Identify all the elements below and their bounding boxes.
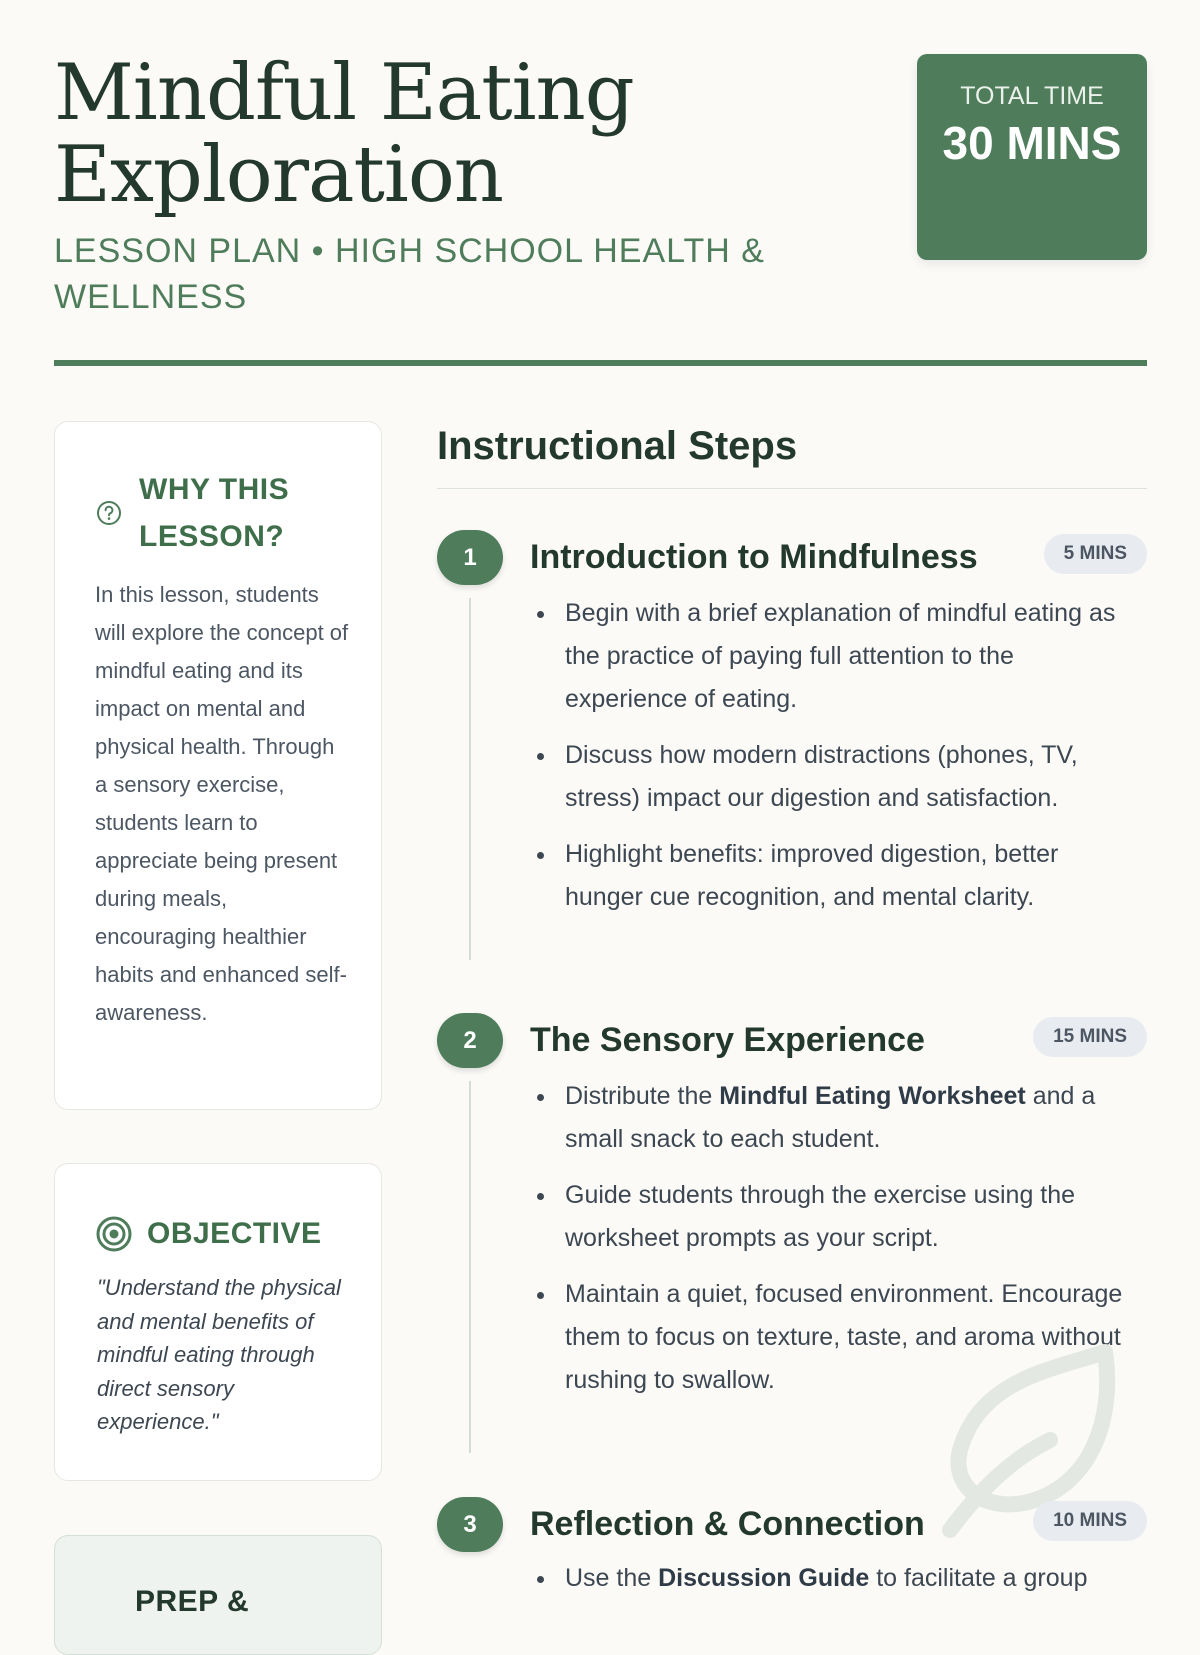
target-icon bbox=[95, 1215, 133, 1253]
step-bullets bbox=[530, 592, 1140, 932]
step-number: 3 bbox=[437, 1497, 503, 1552]
page-title: Mindful Eating Exploration bbox=[54, 48, 634, 220]
prep-heading: PREP & bbox=[135, 1585, 250, 1618]
step-bullet: Begin with a brief explanation of mindful eating as the practice of paying full attention to the experience of eating. bbox=[530, 592, 1140, 721]
why-lesson-header bbox=[95, 466, 359, 560]
step-title: Reflection & Connection bbox=[530, 1505, 925, 1543]
objective-text: "Understand the physical and mental benefits of mindful eating through direct sensory experience." bbox=[97, 1275, 341, 1434]
step-number: 1 bbox=[437, 530, 503, 585]
step-title: The Sensory Experience bbox=[530, 1021, 925, 1059]
step-title: Introduction to Mindfulness bbox=[530, 538, 978, 576]
step-bullets bbox=[530, 1557, 1140, 1613]
objective-header bbox=[95, 1210, 367, 1257]
header-divider bbox=[54, 360, 1147, 366]
step-bullet: Highlight benefits: improved digestion, better hunger cue recognition, and mental clarity. bbox=[530, 833, 1140, 919]
total-time-box bbox=[917, 54, 1147, 260]
worksheet-reference: Mindful Eating Worksheet bbox=[719, 1082, 1026, 1110]
step-duration-badge: 10 MINS bbox=[1033, 1501, 1147, 1541]
why-lesson-card bbox=[54, 421, 382, 1110]
total-time-label: TOTAL TIME bbox=[960, 82, 1104, 110]
main-title-rule bbox=[437, 488, 1147, 489]
discussion-guide-reference: Discussion Guide bbox=[658, 1564, 870, 1592]
page-subtitle: LESSON PLAN • HIGH SCHOOL HEALTH & WELLNESS bbox=[54, 232, 765, 316]
step-duration-badge: 5 MINS bbox=[1044, 534, 1147, 574]
prep-header bbox=[135, 1578, 355, 1625]
step-timeline-line bbox=[469, 1081, 471, 1453]
instructional-steps-title: Instructional Steps bbox=[437, 424, 798, 468]
step-timeline-line bbox=[469, 598, 471, 960]
total-time-value: 30 MINS bbox=[942, 117, 1122, 169]
step-number: 2 bbox=[437, 1013, 503, 1068]
step-bullet: Maintain a quiet, focused environment. Encourage them to focus on texture, taste, and aroma without rushing to swallow. bbox=[530, 1273, 1140, 1402]
objective-heading: OBJECTIVE bbox=[147, 1217, 322, 1250]
step-bullet: Distribute the Mindful Eating Worksheet and a small snack to each student. bbox=[530, 1075, 1140, 1161]
why-lesson-text: In this lesson, students will explore the concept of mindful eating and its impact on mental and physical health. Through a sensory exercise, students learn to appreciate being present during meals, encouraging healthier habits and enhanced self-awareness. bbox=[95, 582, 349, 1025]
objective-card bbox=[54, 1163, 382, 1481]
step-bullet: Guide students through the exercise using the worksheet prompts as your script. bbox=[530, 1174, 1140, 1260]
why-lesson-heading: WHY THIS LESSON? bbox=[139, 473, 290, 553]
step-bullet: Use the Discussion Guide to facilitate a group bbox=[530, 1557, 1140, 1600]
step-bullet: Discuss how modern distractions (phones, TV, stress) impact our digestion and satisfaction. bbox=[530, 734, 1140, 820]
step-duration-badge: 15 MINS bbox=[1033, 1017, 1147, 1057]
question-circle-icon bbox=[95, 499, 123, 527]
prep-card bbox=[54, 1535, 382, 1655]
